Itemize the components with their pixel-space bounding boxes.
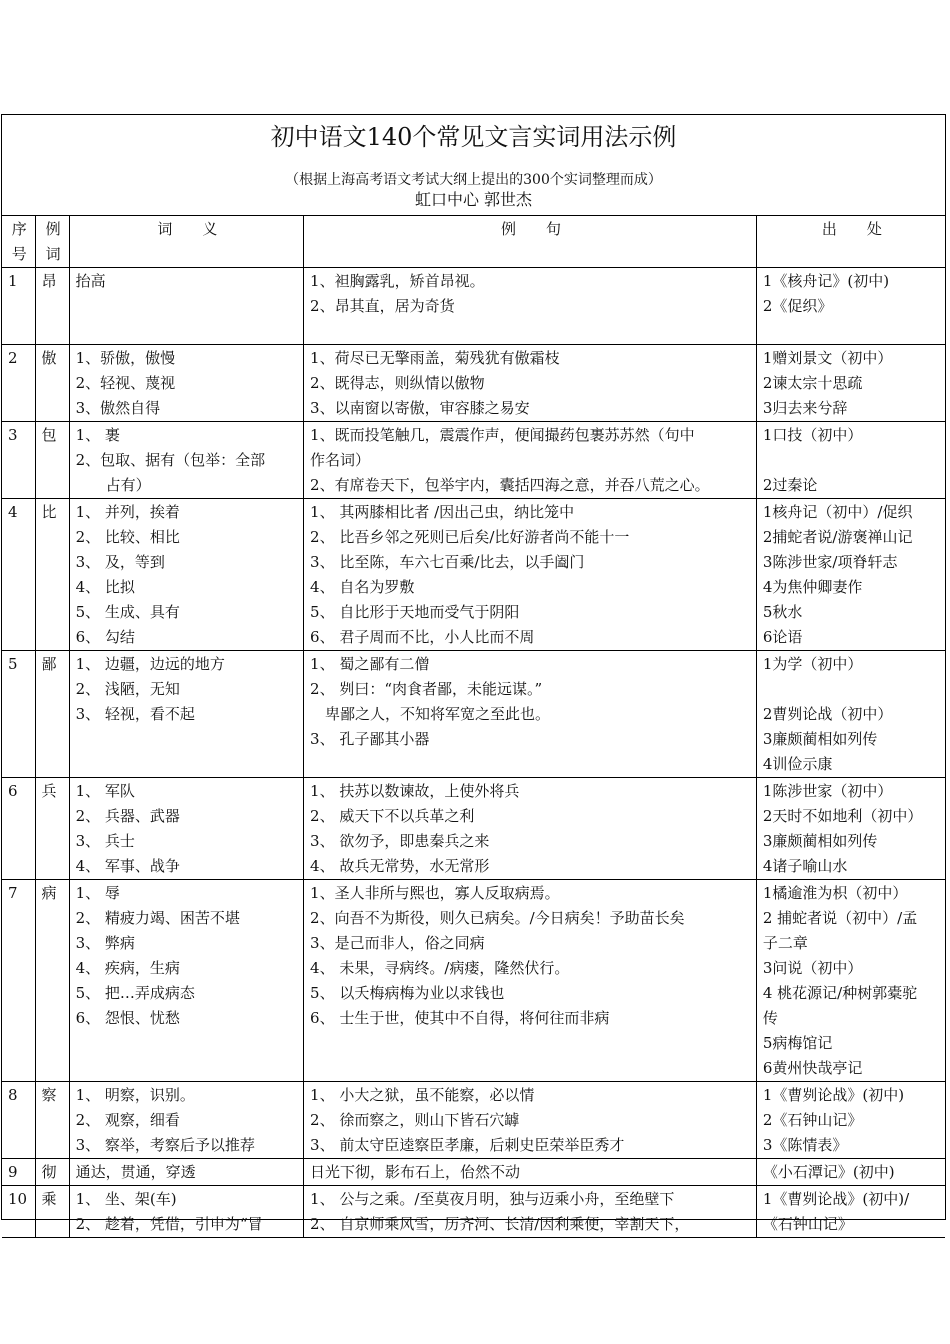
row-example xyxy=(304,268,757,345)
table-row xyxy=(2,499,945,651)
row-meaning xyxy=(69,268,303,345)
document-frame xyxy=(1,114,946,1233)
row-example-line: 3、 前太守臣逵察臣孝廉，后刺史臣荣举臣秀才 xyxy=(310,1136,625,1154)
row-meaning-line: 2、包取、据有（包举：全部 xyxy=(75,451,266,469)
row-source-line: 传 xyxy=(762,1009,778,1027)
row-meaning-blank xyxy=(76,1056,299,1081)
row-source-blank xyxy=(763,319,941,344)
row-source-line: 3廉颇蔺相如列传 xyxy=(762,832,878,850)
row-example-line: 3、 孔子鄙其小器 xyxy=(310,730,430,748)
row-source-line: 1《核舟记》(初中) xyxy=(762,272,890,290)
row-word: 彻 xyxy=(35,1159,69,1186)
row-source xyxy=(756,1159,945,1186)
row-number: 4 xyxy=(2,499,35,651)
col-header-word-line1: 例 xyxy=(45,220,61,238)
row-meaning-line: 4、 疾病，生病 xyxy=(75,959,180,977)
col-header-meaning: 词 义 xyxy=(69,216,303,268)
row-source xyxy=(756,422,945,499)
row-example-line: 1、 公与之乘。/至莫夜月明，独与迈乘小舟，至绝壁下 xyxy=(310,1190,675,1208)
row-example-line: 1、 蜀之鄙有二僧 xyxy=(310,655,430,673)
col-header-num-line1: 序 xyxy=(11,220,27,238)
row-example-line: 5、 自比形于天地而受气于阴阳 xyxy=(310,603,520,621)
row-example-line: 1、荷尽已无擎雨盖，菊残犹有傲霜枝 xyxy=(310,349,560,367)
row-source-line: 6黄州快哉亭记 xyxy=(762,1059,863,1077)
row-meaning-line: 1、 辱 xyxy=(75,884,120,902)
table-row xyxy=(2,268,945,345)
row-source-line: 2谏太宗十思疏 xyxy=(762,374,863,392)
row-meaning-line: 1、 坐、架(车) xyxy=(75,1190,177,1208)
row-example xyxy=(304,880,757,1082)
row-example-line: 1、 其两膝相比者 /因出己虫，纳比笼中 xyxy=(310,503,575,521)
row-example-line: 日光下彻，影布石上，佁然不动 xyxy=(310,1163,521,1181)
row-example xyxy=(304,1159,757,1186)
row-source-line: 4诸子喻山水 xyxy=(762,857,848,875)
col-header-word xyxy=(35,216,69,268)
row-source-line: 子二章 xyxy=(762,934,808,952)
row-source-line: 2 捕蛇者说（初中）/孟 xyxy=(762,909,918,927)
row-source-line: 2捕蛇者说/游褒禅山记 xyxy=(762,528,913,546)
row-source-line xyxy=(763,448,941,473)
row-word: 包 xyxy=(35,422,69,499)
row-meaning xyxy=(69,422,303,499)
row-example xyxy=(304,422,757,499)
row-meaning-line: 3、 及，等到 xyxy=(75,553,165,571)
row-meaning-line: 2、 比较、相比 xyxy=(75,528,180,546)
row-example-line: 1、 扶苏以数谏故，上使外将兵 xyxy=(310,782,520,800)
row-source-line: 1《曹刿论战》(初中) xyxy=(762,1086,905,1104)
row-source-line: 1橘逾淮为枳（初中） xyxy=(762,884,908,902)
row-source xyxy=(756,268,945,345)
row-meaning-line: 1、 并列，挨着 xyxy=(75,503,180,521)
row-meaning-line: 2、 精疲力竭、困苦不堪 xyxy=(75,909,240,927)
row-word: 察 xyxy=(35,1082,69,1159)
row-source-line: 3《陈情表》 xyxy=(762,1136,848,1154)
row-meaning xyxy=(69,499,303,651)
row-source-line: 2过秦论 xyxy=(762,476,818,494)
row-word: 乘 xyxy=(35,1186,69,1238)
row-example xyxy=(304,345,757,422)
row-source-line: 4为焦仲卿妻作 xyxy=(762,578,863,596)
row-meaning-blank xyxy=(76,752,299,777)
row-source-line: 1口技（初中） xyxy=(762,426,863,444)
row-number: 2 xyxy=(2,345,35,422)
row-source-line: 《小石潭记》(初中) xyxy=(762,1163,895,1181)
row-number: 6 xyxy=(2,778,35,880)
col-header-source: 出 处 xyxy=(756,216,945,268)
row-example-line: 4、 故兵无常势，水无常形 xyxy=(310,857,490,875)
row-meaning-line: 2、 浅陋，无知 xyxy=(75,680,180,698)
col-header-word-line2: 词 xyxy=(45,245,61,263)
row-meaning-line: 3、 轻视，看不起 xyxy=(75,705,195,723)
row-meaning xyxy=(69,880,303,1082)
row-meaning-line: 3、 弊病 xyxy=(75,934,135,952)
row-example-line: 3、 比至陈，车六七百乘/比去，以手阖门 xyxy=(310,553,585,571)
row-meaning-line: 2、 兵器、武器 xyxy=(75,807,180,825)
row-meaning-line: 1、 边疆，边远的地方 xyxy=(75,655,225,673)
row-meaning-line: 4、 军事、战争 xyxy=(75,857,180,875)
row-source-line: 2曹刿论战（初中） xyxy=(762,705,893,723)
row-example-line: 2、有席卷天下，包举宇内，囊括四海之意，并吞八荒之心。 xyxy=(310,476,710,494)
row-example-line: 6、 士生于世，使其中不自得，将何往而非病 xyxy=(310,1009,610,1027)
row-number: 7 xyxy=(2,880,35,1082)
row-source-line: 1《曹刿论战》(初中)/ xyxy=(762,1190,910,1208)
row-meaning-line: 3、 兵士 xyxy=(75,832,135,850)
row-example-line: 2、 自京师乘风雪，历齐河、长清/因利乘便，宰割天下， xyxy=(310,1215,690,1233)
row-number: 1 xyxy=(2,268,35,345)
row-example-line: 3、以南窗以寄傲，审容膝之易安 xyxy=(310,399,530,417)
table-row xyxy=(2,345,945,422)
row-example-line: 1、圣人非所与熙也，寡人反取病焉。 xyxy=(310,884,560,902)
author-line: 虹口中心 郭世杰 xyxy=(414,190,533,209)
row-example-line: 2、 比吾乡邻之死则已后矣/比好游者尚不能十一 xyxy=(310,528,630,546)
col-header-example: 例 句 xyxy=(304,216,757,268)
page-title: 初中语文140个常见文言实词用法示例 xyxy=(270,123,677,151)
row-source-line: 5秋水 xyxy=(762,603,803,621)
table-row xyxy=(2,422,945,499)
row-example xyxy=(304,1186,757,1238)
row-source-line: 5病梅馆记 xyxy=(762,1034,833,1052)
row-meaning-line: 2、轻视、蔑视 xyxy=(75,374,176,392)
row-example xyxy=(304,651,757,778)
row-meaning-blank xyxy=(76,294,299,319)
row-meaning xyxy=(69,1159,303,1186)
row-word: 昂 xyxy=(35,268,69,345)
row-source-line: 3问说（初中） xyxy=(762,959,863,977)
row-meaning-line: 4、 比拟 xyxy=(75,578,135,596)
row-example-line: 卑鄙之人，不知将军宽之至此也。 xyxy=(310,705,551,723)
row-example-blank xyxy=(310,319,752,344)
row-source xyxy=(756,778,945,880)
row-source-line: 2《石钟山记》 xyxy=(762,1111,863,1129)
row-meaning-line: 3、傲然自得 xyxy=(75,399,161,417)
row-source-line: 4 桃花源记/种树郭橐驼 xyxy=(762,984,918,1002)
row-source-line: 6论语 xyxy=(762,628,803,646)
row-source-line xyxy=(763,677,941,702)
row-source xyxy=(756,499,945,651)
table-row xyxy=(2,651,945,778)
row-meaning-line: 通达，贯通，穿透 xyxy=(75,1163,196,1181)
row-source-line: 3归去来兮辞 xyxy=(762,399,848,417)
row-number: 8 xyxy=(2,1082,35,1159)
row-example-line: 2、既得志，则纵情以傲物 xyxy=(310,374,485,392)
row-source-line: 3廉颇蔺相如列传 xyxy=(762,730,878,748)
row-meaning xyxy=(69,778,303,880)
table-row xyxy=(2,778,945,880)
row-example-line: 2、向吾不为斯役，则久已病矣。/今日病矣！予助苗长矣 xyxy=(310,909,685,927)
row-meaning-line: 1、 明察，识别。 xyxy=(75,1086,195,1104)
row-source xyxy=(756,345,945,422)
row-source xyxy=(756,880,945,1082)
row-example-line: 3、是己而非人，俗之同病 xyxy=(310,934,485,952)
table-row xyxy=(2,880,945,1082)
row-word: 傲 xyxy=(35,345,69,422)
row-number: 3 xyxy=(2,422,35,499)
row-example-line: 4、 自名为罗敷 xyxy=(310,578,415,596)
col-header-num-line2: 号 xyxy=(11,245,27,263)
row-meaning-line: 3、 察举，考察后予以推荐 xyxy=(75,1136,255,1154)
table-row xyxy=(2,1159,945,1186)
row-meaning xyxy=(69,1186,303,1238)
row-example-line: 3、 欲勿予，即患秦兵之来 xyxy=(310,832,490,850)
row-meaning-blank xyxy=(76,727,299,752)
row-meaning-line: 1、 军队 xyxy=(75,782,135,800)
row-meaning-line: 1、 裹 xyxy=(75,426,120,444)
row-word: 鄙 xyxy=(35,651,69,778)
row-source-line: 1核舟记（初中）/促织 xyxy=(762,503,913,521)
row-example-line: 5、 以夭梅病梅为业以求钱也 xyxy=(310,984,505,1002)
row-example-line: 6、 君子周而不比，小人比而不周 xyxy=(310,628,535,646)
row-meaning-line: 6、 怨恨、忧愁 xyxy=(75,1009,180,1027)
row-example-blank xyxy=(310,752,752,777)
row-example-line: 1、既而投笔触几，震震作声，便闻撮药包裹苏苏然（句中 xyxy=(310,426,695,444)
row-example-line: 2、 徐而察之，则山下皆石穴罅 xyxy=(310,1111,520,1129)
row-meaning-line: 占有） xyxy=(75,476,151,494)
row-meaning-line: 5、 把…弄成病态 xyxy=(75,984,195,1002)
row-example-line: 作名词） xyxy=(310,451,371,469)
row-example xyxy=(304,499,757,651)
col-header-num xyxy=(2,216,35,268)
row-example-line: 2、 刿曰：“肉食者鄙，未能远谋。” xyxy=(310,680,543,698)
row-word: 比 xyxy=(35,499,69,651)
row-source-line: 《石钟山记》 xyxy=(762,1215,853,1233)
row-word: 兵 xyxy=(35,778,69,880)
row-meaning xyxy=(69,345,303,422)
row-meaning-blank xyxy=(76,319,299,344)
row-example-line: 1、袒胸露乳，矫首昂视。 xyxy=(310,272,485,290)
row-meaning-line: 2、 观察，细看 xyxy=(75,1111,180,1129)
row-source-line: 1赠刘景文（初中） xyxy=(762,349,893,367)
row-source-line: 2《促织》 xyxy=(762,297,833,315)
page-subtitle: （根据上海高考语文考试大纲上提出的300个实词整理而成） xyxy=(285,172,662,188)
row-example-line: 1、 小大之狱，虽不能察，必以情 xyxy=(310,1086,535,1104)
vocab-table xyxy=(2,216,945,1238)
row-meaning-line: 5、 生成、具有 xyxy=(75,603,180,621)
row-source-line: 2天时不如地利（初中） xyxy=(762,807,923,825)
row-example-blank xyxy=(310,1031,752,1056)
row-source-line: 1陈涉世家（初中） xyxy=(762,782,893,800)
row-source xyxy=(756,1186,945,1238)
row-source-line: 3陈涉世家/项脊轩志 xyxy=(762,553,898,571)
row-number: 5 xyxy=(2,651,35,778)
row-number: 9 xyxy=(2,1159,35,1186)
row-source-line: 1为学（初中） xyxy=(762,655,863,673)
row-example-line: 2、 威天下不以兵革之利 xyxy=(310,807,475,825)
row-meaning-line: 6、 勾结 xyxy=(75,628,135,646)
row-meaning xyxy=(69,651,303,778)
row-source xyxy=(756,1082,945,1159)
table-header-row xyxy=(2,216,945,268)
table-row xyxy=(2,1186,945,1238)
row-example-blank xyxy=(310,1056,752,1081)
row-word: 病 xyxy=(35,880,69,1082)
row-meaning-line: 抬高 xyxy=(75,272,106,290)
table-row xyxy=(2,1082,945,1159)
document-header xyxy=(2,115,945,216)
row-meaning xyxy=(69,1082,303,1159)
row-meaning-blank xyxy=(76,1031,299,1056)
row-example xyxy=(304,1082,757,1159)
row-example-line: 4、 未果，寻病终。/病瘘，隆然伏行。 xyxy=(310,959,570,977)
row-source-line: 4训俭示康 xyxy=(762,755,833,773)
row-meaning-line: 1、骄傲，傲慢 xyxy=(75,349,176,367)
row-meaning-line: 2、 趁着，凭借，引申为“冒 xyxy=(75,1215,263,1233)
row-example-line: 2、昂其直，居为奇货 xyxy=(310,297,455,315)
row-example xyxy=(304,778,757,880)
row-source xyxy=(756,651,945,778)
row-number: 10 xyxy=(2,1186,35,1238)
